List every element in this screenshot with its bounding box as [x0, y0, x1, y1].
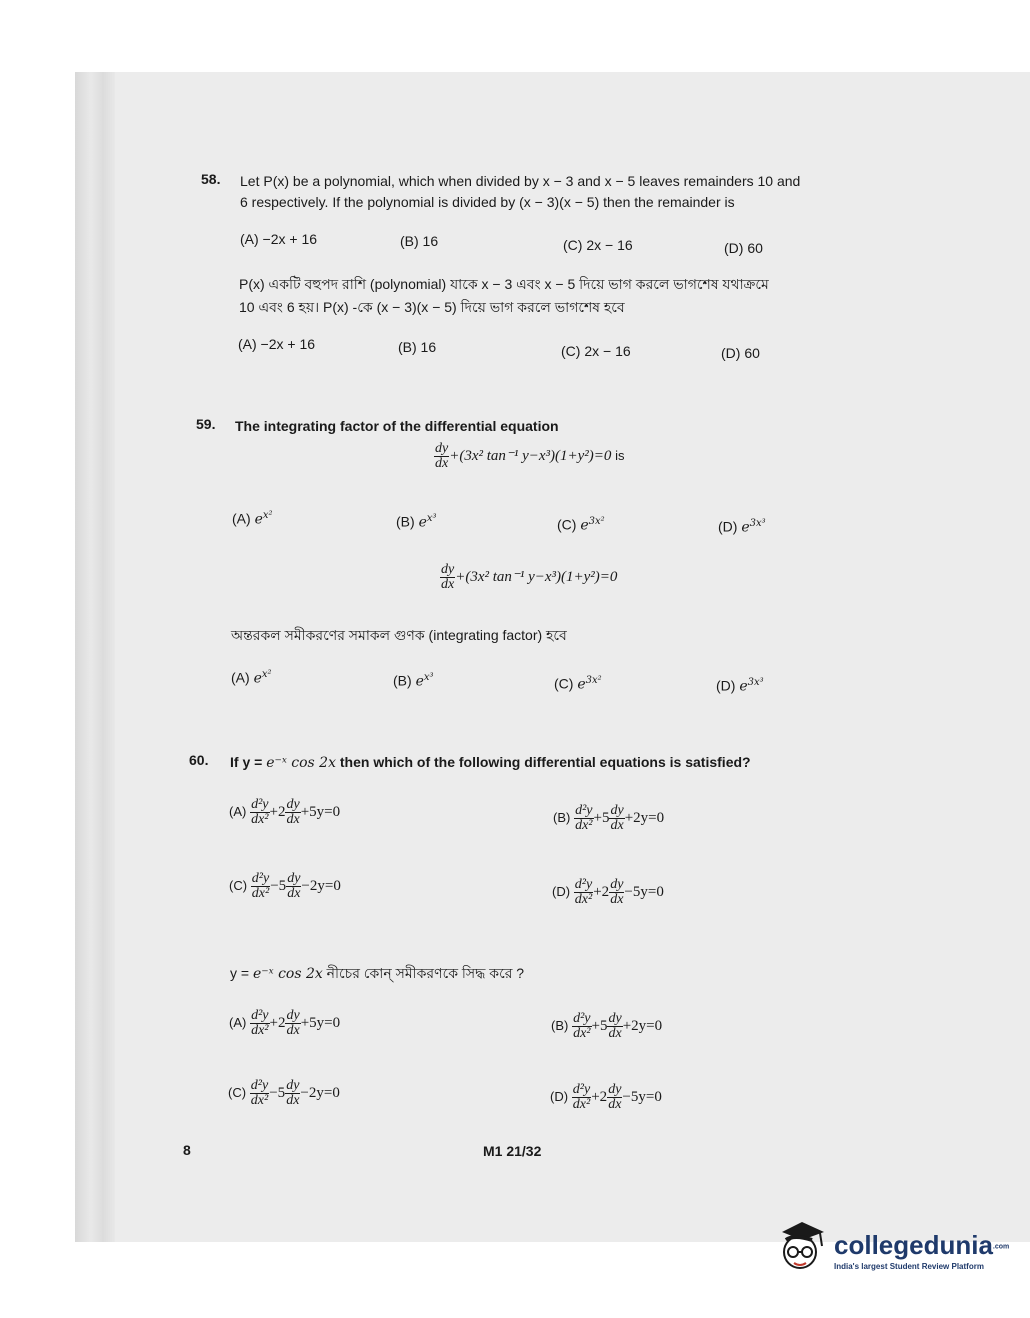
- q58-option-a: (A) −2x + 16: [240, 231, 318, 247]
- q59-bn-option-d: (D) $e^{3x^3}$: [716, 677, 764, 695]
- q60-bn-option-c: (C) $\frac{\text{d²y}}{\text{dx²}}$ −5 $\frac{dy}{dx}$ −2y=0: [228, 1078, 340, 1108]
- question-number-59: 59.: [196, 416, 216, 432]
- q60-option-b: (B) $\frac{\text{d²y}}{\text{dx²}}$ +5 $\frac{dy}{dx}$ +2y=0: [553, 803, 665, 833]
- page-mark: 8: [183, 1142, 191, 1158]
- question-number-60: 60.: [189, 752, 209, 768]
- q59-option-d: (D) $e^{3x^3}$: [718, 518, 766, 536]
- scanned-page: [75, 72, 1030, 1242]
- q59-text: The integrating factor of the differential equation: [235, 418, 559, 434]
- q59-equation: $\frac{dy}{dx}$ +(3x² tan⁻¹ y−x³)(1+y²)=0 is: [435, 441, 625, 471]
- q60-option-a: (A) $\frac{\text{d²y}}{\text{dx²}}$ +2 $\frac{dy}{dx}$ +5y=0: [229, 797, 341, 827]
- q60-bn-option-a: (A) $\frac{\text{d²y}}{\text{dx²}}$ +2 $\frac{dy}{dx}$ +5y=0: [229, 1008, 341, 1038]
- q58-option-c: (C) 2x − 16: [563, 237, 633, 253]
- q58-option-d: (D) 60: [724, 240, 763, 256]
- q58-bengali-line2: 10 এবং 6 হয়। P(x) -কে (x − 3)(x − 5) দিয়ে ভাগ করলে ভাগশেষ হবে: [239, 299, 625, 315]
- q60-bn-option-b: (B) $\frac{\text{d²y}}{\text{dx²}}$ +5 $\frac{dy}{dx}$ +2y=0: [551, 1011, 663, 1041]
- q58-text-line1: Let P(x) be a polynomial, which when divided by x − 3 and x − 5 leaves remainders 10 and: [240, 173, 801, 189]
- q59-option-b: (B) $e^{x^3}$: [396, 513, 437, 531]
- q58-bn-option-c: (C) 2x − 16: [561, 343, 631, 359]
- q58-bn-option-b: (B) 16: [398, 339, 437, 355]
- logo-tagline: India's largest Student Review Platform: [834, 1262, 984, 1271]
- q60-bengali-text: y = e⁻ˣ cos 2x নীচের কোন্ সমীকরণকে সিদ্ধ করে ?: [230, 965, 525, 982]
- q60-bn-option-d: (D) $\frac{\text{d²y}}{\text{dx²}}$ +2 $\frac{dy}{dx}$ −5y=0: [550, 1082, 662, 1112]
- q60-text: If y = e⁻ˣ cos 2x then which of the following differential equations is satisfied?: [230, 754, 751, 771]
- q59-bengali-text: অন্তরকল সমীকরণের সমাকল গুণক (integrating factor) হবে: [231, 627, 567, 643]
- q59-option-a: (A) $e^{x^2}$: [232, 510, 273, 528]
- q58-text-line2: 6 respectively. If the polynomial is divided by (x − 3)(x − 5) then the remainder is: [240, 194, 735, 210]
- q59-option-c: (C) $e^{3x^2}$: [557, 516, 605, 534]
- q58-bn-option-a: (A) −2x + 16: [238, 336, 316, 352]
- q58-bengali-line1: P(x) একটি বহুপদ রাশি (polynomial) যাকে x − 3 এবং x − 5 দিয়ে ভাগ করলে ভাগশেষ যথাক্রমে: [239, 276, 769, 292]
- q60-option-d: (D) $\frac{\text{d²y}}{\text{dx²}}$ +2 $\frac{dy}{dx}$ −5y=0: [552, 877, 664, 907]
- collegedunia-mascot-icon: [772, 1218, 832, 1280]
- q59-bn-option-c: (C) $e^{3x^2}$: [554, 675, 602, 693]
- logo-wordmark: collegedunia.com: [834, 1230, 1010, 1260]
- q59-bn-option-b: (B) $e^{x^3}$: [393, 672, 434, 690]
- q59-bn-option-a: (A) $e^{x^2}$: [231, 669, 272, 687]
- q60-option-c: (C) $\frac{\text{d²y}}{\text{dx²}}$ −5 $\frac{dy}{dx}$ −2y=0: [229, 871, 341, 901]
- question-number-58: 58.: [201, 171, 221, 187]
- q58-option-b: (B) 16: [400, 233, 439, 249]
- q59-equation-bengali: $\frac{dy}{dx}$ +(3x² tan⁻¹ y−x³)(1+y²)=0: [441, 562, 618, 592]
- page-code: M1 21/32: [483, 1143, 542, 1159]
- q58-bn-option-d: (D) 60: [721, 345, 760, 361]
- page-edge-shadow: [75, 72, 115, 1242]
